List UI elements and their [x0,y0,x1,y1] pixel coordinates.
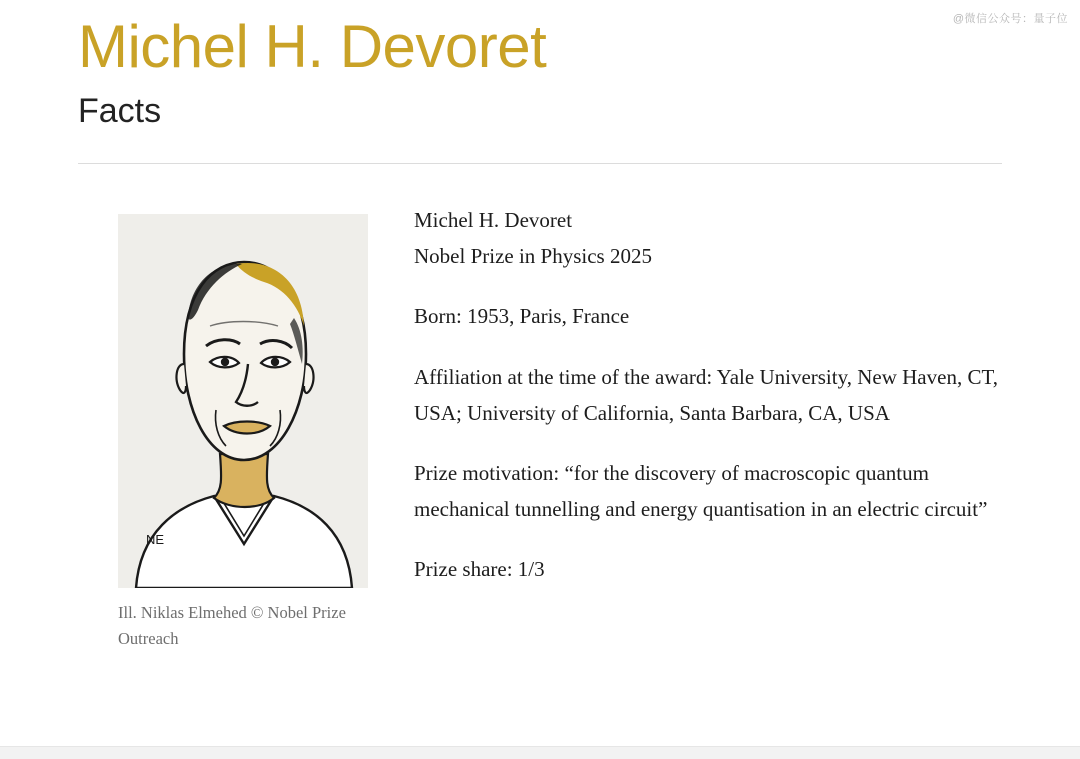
section-subtitle: Facts [78,92,162,130]
fact-born: Born: 1953, Paris, France [414,304,630,329]
facts-layout [78,198,1002,667]
fact-identity [414,202,1002,274]
fact-motivation: Prize motivation: “for the discovery of macroscopic quantum mechanical tunnelling and energy quantisation in an electric circuit” [414,460,988,521]
facts-text-block [414,198,1002,587]
portrait-figure [118,214,368,651]
watermark-text: @微信公众号：量子位 [952,13,1068,25]
portrait-caption: Ill. Niklas Elmehed © Nobel Prize Outreach [118,603,346,648]
laureate-portrait-image [118,214,368,588]
fact-name: Michel H. Devoret [414,208,573,233]
page-bottom-strip [0,746,1080,759]
fact-affiliation: Affiliation at the time of the award: Yale University, New Haven, CT, USA; University of California, Santa Barbara, CA, USA [414,364,998,425]
fact-prize: Nobel Prize in Physics 2025 [414,244,652,269]
header-divider [78,163,1002,164]
svg-text:NE: NE [146,532,165,548]
fact-prize-share: Prize share: 1/3 [414,556,545,581]
page-title: Michel H. Devoret [78,13,547,80]
